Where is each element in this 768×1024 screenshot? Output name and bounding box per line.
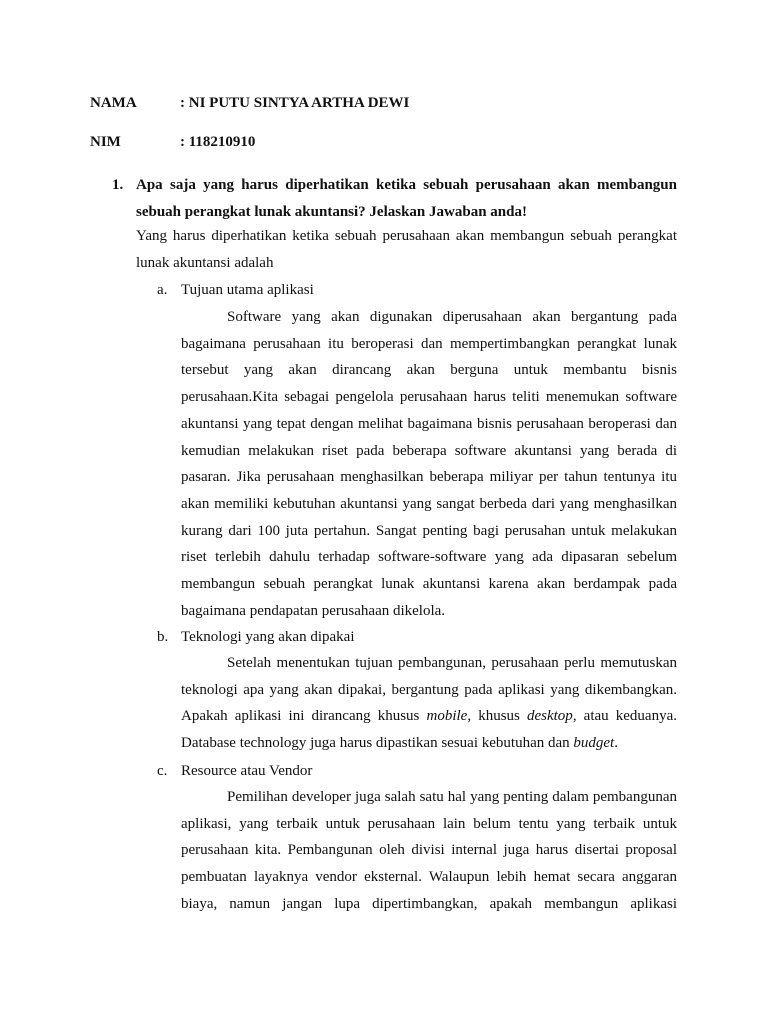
item-c-paragraph: Pemilihan developer juga salah satu hal yang penting dalam pembangunan aplikasi, yang terbaik untuk perusahaan lain belum tentu yang terbaik untuk perusahaan kita. Pembangunan oleh divisi internal juga harus disertai proposal pembuatan layaknya vendor eksternal. Walaupun lebih hemat secara anggaran biaya, namun jangan lupa dipertimbangkan, apakah membangun aplikasi <box>181 789 677 912</box>
item-c-title: Resource atau Vendor <box>181 763 313 779</box>
answer-intro: Yang harus diperhatikan ketika sebuah perusahaan akan membangun sebuah perangkat lunak akuntansi adalah <box>136 228 677 271</box>
item-a-title: Tujuan utama aplikasi <box>181 282 314 298</box>
name-value: : NI PUTU SINTYA ARTHA DEWI <box>180 95 410 111</box>
item-b-letter: b. <box>157 629 169 645</box>
nim-label: NIM <box>90 134 121 150</box>
item-a-letter: a. <box>157 282 168 298</box>
name-row <box>90 93 409 113</box>
item-b-paragraph <box>181 650 677 757</box>
item-b-text-4: . <box>614 735 618 752</box>
item-b-title: Teknologi yang akan dipakai <box>181 629 355 645</box>
item-a-paragraph: Software yang akan digunakan diperusahaan akan bergantung pada bagaimana perusahaan itu beroperasi dan mempertimbangkan perangkat lunak tersebut yang akan dirancang akan berguna untuk membantu bisnis perusahaan.Kita sebagai pengelola perusahaan harus teliti menemukan software akuntansi yang tepat dengan melihat bagaimana bisnis perusahaan beroperasi dan kemudian melakukan riset pada beberapa software akuntansi yang berada di pasaran. Jika perusahaan menghasilkan beberapa miliyar per tahun tentunya itu akan memiliki kebutuhan akuntansi yang sangat berbeda dari yang menghasilkan kurang dari 100 juta pertahun. Sangat penting bagi perusahan untuk melakukan riset terlebih dahulu terhadap software-software yang ada dipasaran sebelum membangun sebuah perangkat lunak akuntansi karena akan berdampak pada bagaimana pendapatan perusahaan dikelola. <box>181 309 677 619</box>
nim-row <box>90 132 255 152</box>
item-b-desktop: desktop <box>526 708 573 725</box>
item-b-mobile: mobile <box>426 708 468 725</box>
item-c-heading <box>157 758 312 785</box>
name-label: NAMA <box>90 95 137 111</box>
item-a-heading <box>157 277 314 304</box>
question-number: 1. <box>112 177 124 193</box>
item-b-heading <box>157 624 354 651</box>
item-b-text-2: , khusus <box>467 708 527 725</box>
nim-value: : 118210910 <box>180 134 256 150</box>
question-text: Apa saja yang harus diperhatikan ketika sebuah perusahaan akan membangun sebuah perangkat lunak akuntansi? Jelaskan Jawaban anda! <box>136 177 677 220</box>
item-b-text-1: Setelah menentukan tujuan pembangunan, perusahaan perlu memutuskan teknologi apa yang akan dipakai, bergantung pada aplikasi yang dikembangkan. Apakah aplikasi ini dirancang khusus <box>181 655 677 725</box>
item-c-letter: c. <box>157 763 168 779</box>
item-b-text-3: , atau keduanya. Database technology juga harus dipastikan sesuai kebutuhan dan <box>181 708 677 752</box>
item-b-budget: budget <box>573 735 615 752</box>
